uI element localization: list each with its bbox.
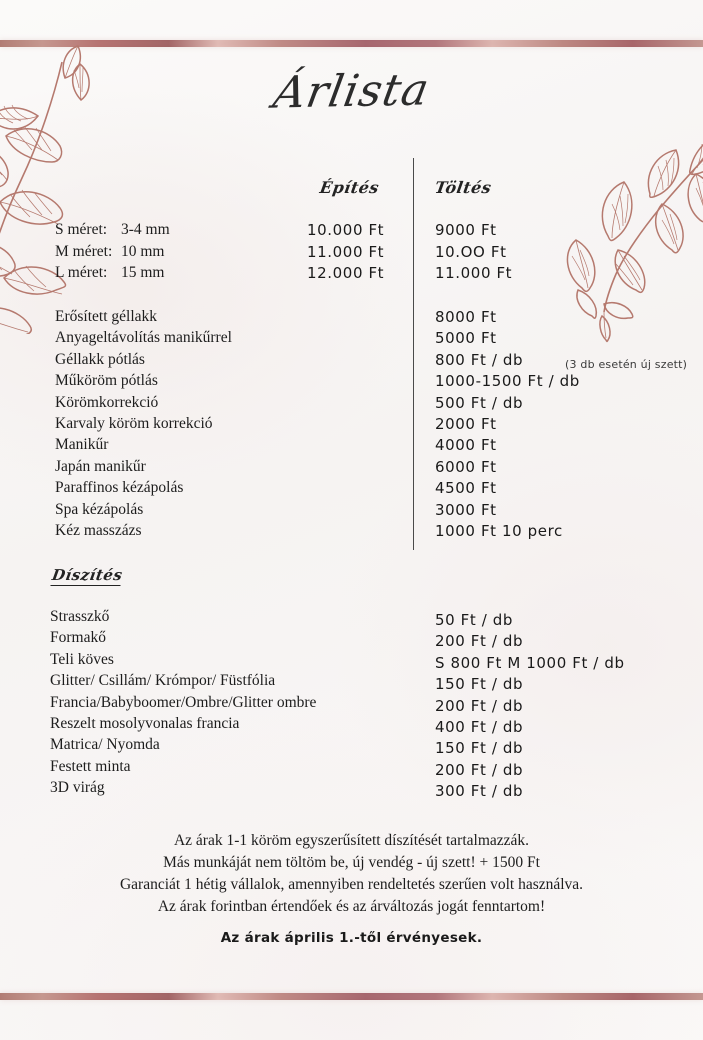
decoration-price: 150 Ft / db [435,675,524,694]
decoration-price: 200 Ft / db [435,632,524,651]
service-price-list [435,307,580,542]
service-price: 4500 Ft [435,479,497,498]
size-list [55,219,170,284]
size-row [55,241,170,263]
size-fill-price: 11.000 Ft [435,264,513,282]
decoration-price: 400 Ft / db [435,717,524,736]
service-name: Manikűr [55,436,109,454]
decoration-name: Teli köves [50,650,114,668]
service-name: Japán manikűr [55,457,146,475]
service-name: Anyageltávolítás manikűrrel [55,329,232,347]
terms-line: Más munkáját nem töltöm be, új vendég - új szett! + 1500 Ft [163,854,540,871]
page-title: Árlista [269,64,434,119]
size-fill-price: 9000 Ft [435,221,497,239]
service-name: Kéz masszázs [55,521,142,539]
service-name: Karvaly köröm korrekció [55,414,213,432]
decoration-name: Francia/Babyboomer/Ombre/Glitter ombre [50,693,317,711]
size-build-price-list [307,220,384,285]
decoration-name: Strasszkő [50,608,110,625]
size-label: L méret: [55,264,108,281]
size-row [55,262,170,284]
size-label: S méret: [55,221,108,238]
terms-line: Garanciát 1 hétig vállalok, amennyiben rendeltetés szerűen volt használva. [119,876,584,893]
decoration-price: 200 Ft / db [435,760,524,779]
decoration-name: 3D virág [50,779,105,797]
size-build-price: 10.000 Ft [307,221,385,239]
service-name: Körömkorrekció [55,393,159,411]
size-fill-price: 10.OO Ft [435,242,507,261]
decoration-price: 50 Ft / db [435,611,513,629]
size-build-price: 12.000 Ft [307,264,385,282]
size-value: 10 mm [121,242,165,260]
service-price: 1000-1500 Ft / db [435,372,580,391]
size-value: 15 mm [121,264,165,281]
column-divider [413,158,414,550]
size-build-price: 11.000 Ft [307,242,385,261]
size-row [55,219,170,241]
decoration-name: Matrica/ Nyomda [50,736,160,754]
decoration-price-list [435,610,625,803]
service-name: Spa kézápolás [55,500,144,518]
decoration-price: S 800 Ft M 1000 Ft / db [435,653,625,672]
size-label: M méret: [55,242,113,260]
service-name: Paraffinos kézápolás [55,479,184,497]
terms-line: Az árak forintban értendőek és az árváltozás jogát fenntartom! [157,898,546,915]
service-price: 8000 Ft [435,308,497,326]
service-price: 2000 Ft [435,414,497,433]
service-name-list [55,306,232,541]
decoration-name-list [50,606,316,799]
bottom-decorative-band [0,993,703,1000]
decoration-name: Formakő [50,629,106,647]
decoration-section-title: Díszítés [50,566,124,584]
size-fill-price-list [435,220,512,285]
service-price: 500 Ft / db [435,393,524,412]
service-price: 6000 Ft [435,457,497,476]
decoration-name: Festett minta [50,757,131,775]
decoration-price: 300 Ft / db [435,782,524,801]
service-name: Erősített géllakk [55,308,158,325]
decoration-price: 200 Ft / db [435,696,524,715]
terms-line: Az árak 1-1 köröm egyszerűsített díszítését tartalmazzák. [173,832,530,849]
service-name: Műköröm pótlás [55,372,158,390]
decoration-name: Reszelt mosolyvonalas francia [50,714,240,732]
service-price: 4000 Ft [435,436,497,455]
top-decorative-band [0,40,703,47]
terms-block [0,830,703,918]
service-price: 3000 Ft [435,500,497,519]
service-price: 1000 Ft 10 perc [435,521,563,540]
service-price: 5000 Ft [435,329,497,348]
size-value: 3-4 mm [121,221,170,238]
validity-note: Az árak április 1.-től érvényesek. [220,930,483,946]
decoration-price: 150 Ft / db [435,739,524,758]
new-set-note: (3 db esetén új szett) [565,358,688,371]
column-header-build: Építés [318,178,381,197]
decoration-name: Glitter/ Csillám/ Krómpor/ Füstfólia [50,672,276,690]
service-name: Géllakk pótlás [55,350,145,368]
column-header-fill: Töltés [433,178,493,197]
service-price: 800 Ft / db [435,350,524,369]
